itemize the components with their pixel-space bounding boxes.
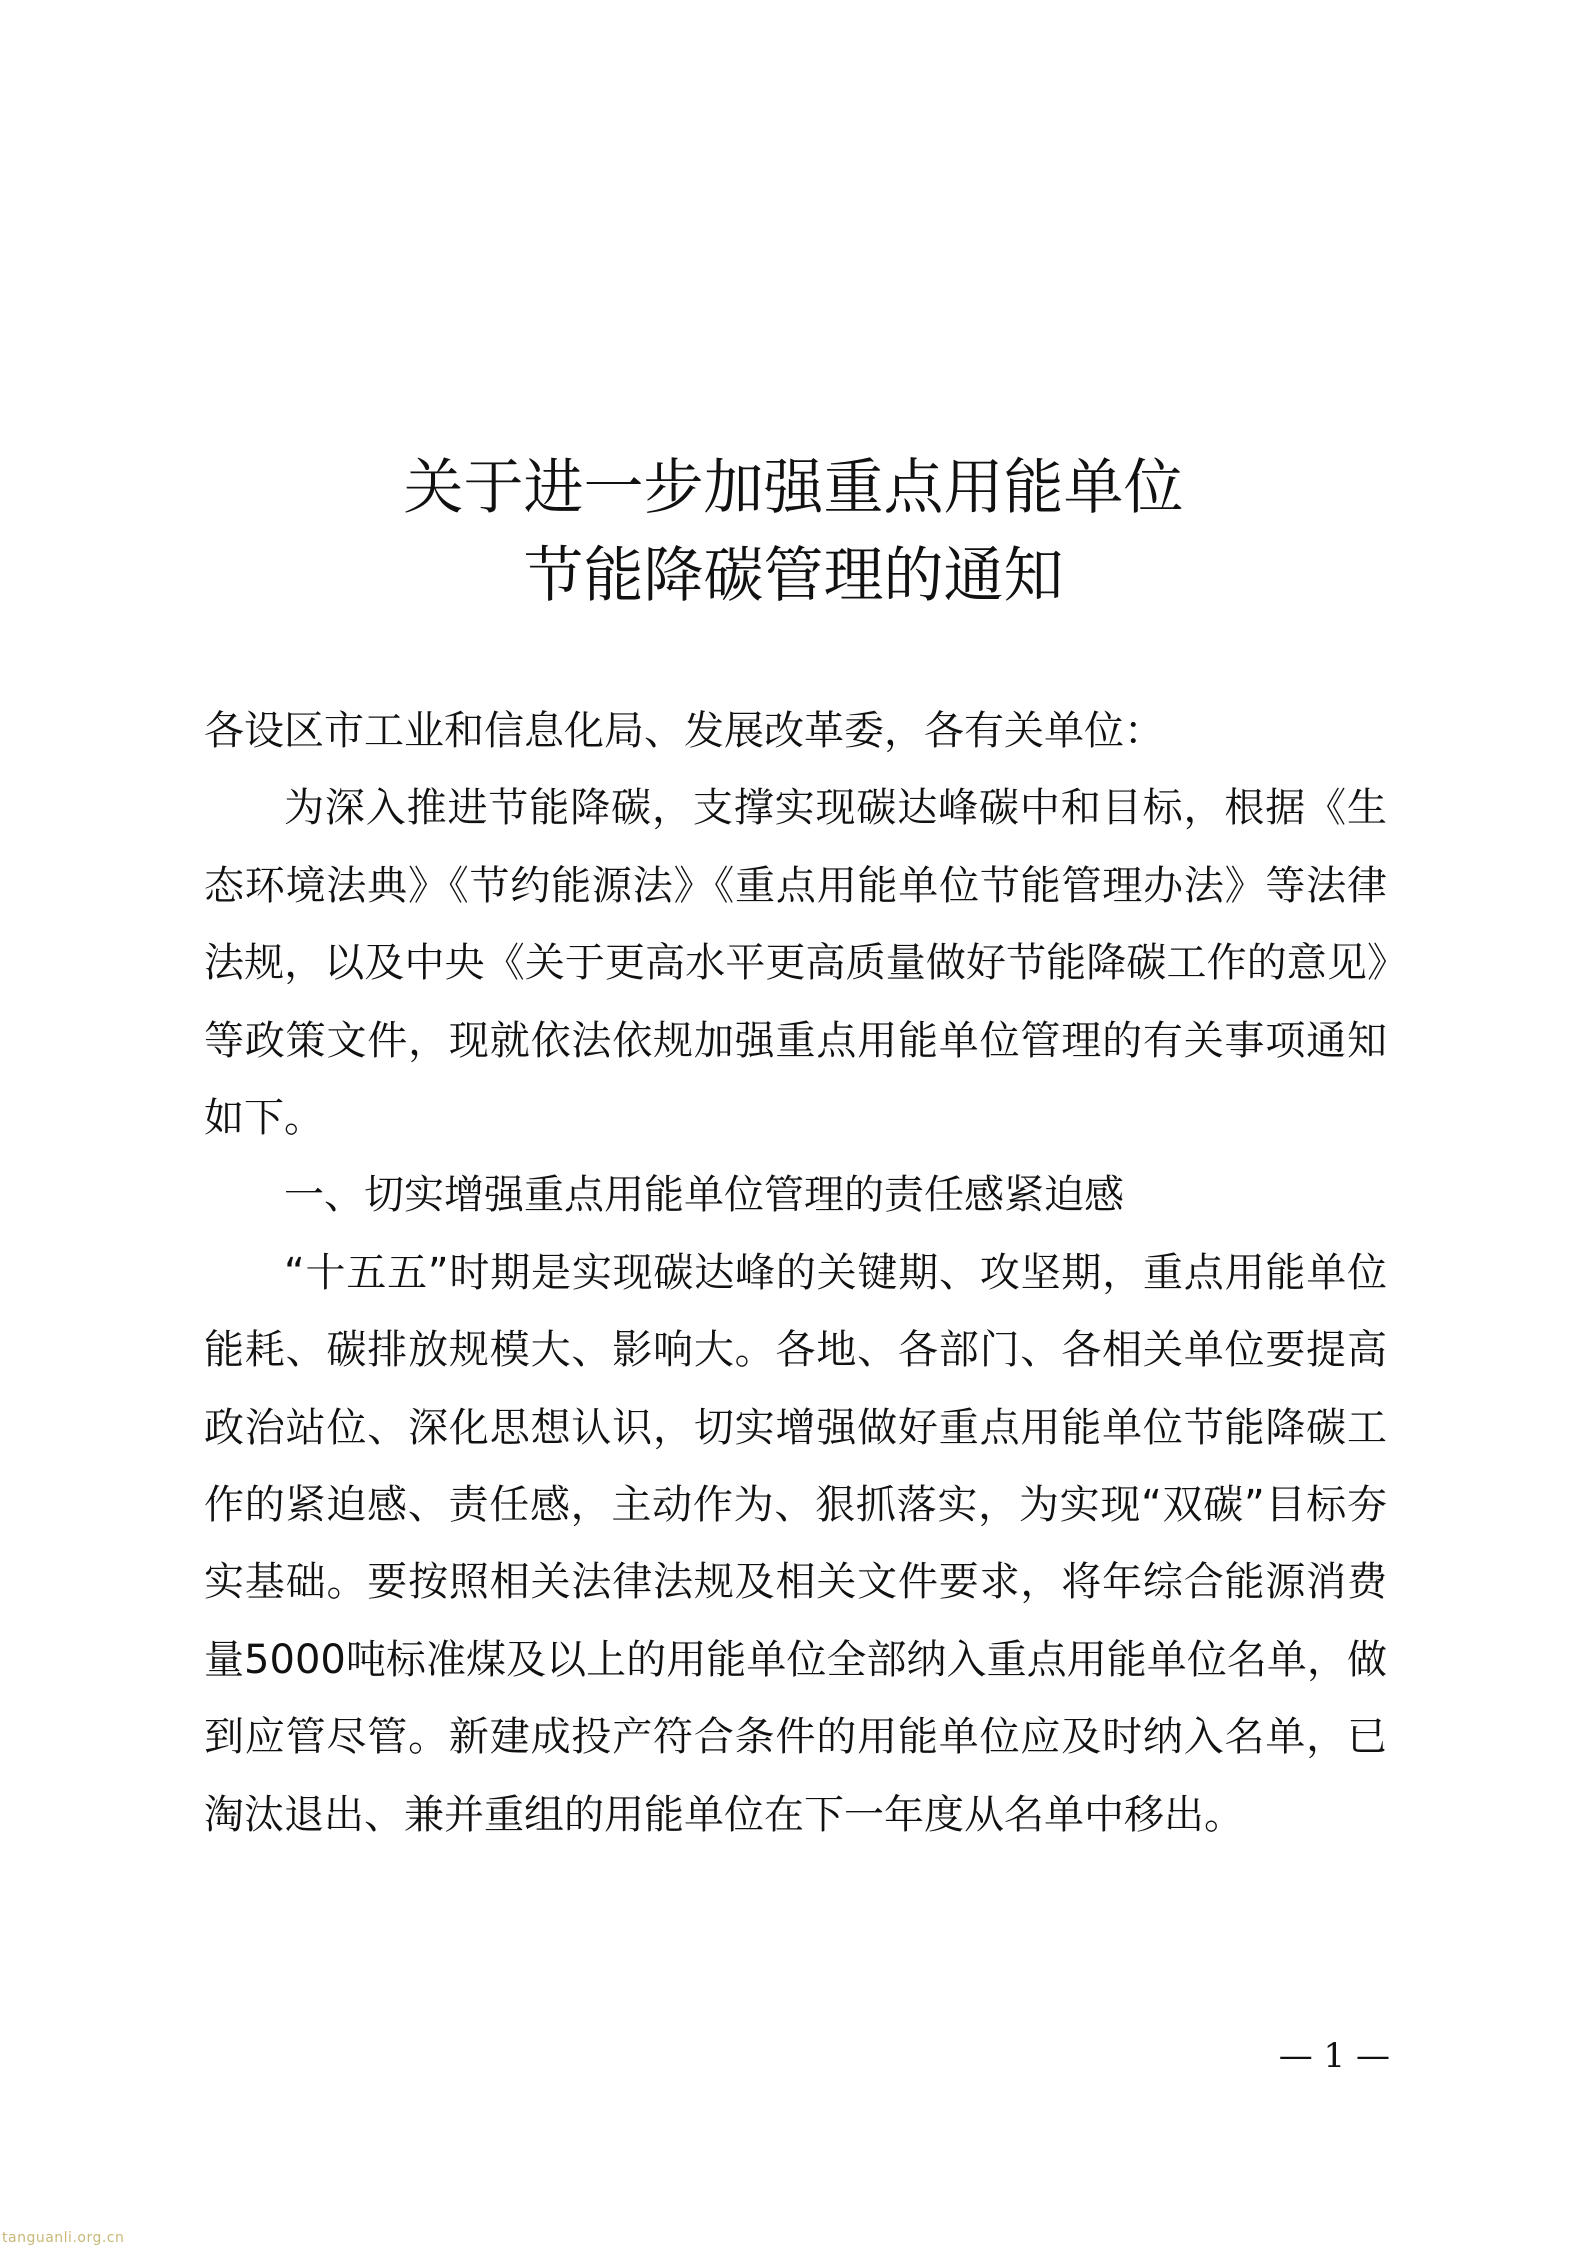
section-1-heading: 一、切实增强重点用能单位管理的责任感紧迫感 bbox=[284, 1172, 1124, 1219]
page-number: — 1 — bbox=[1278, 2036, 1390, 2076]
document-body bbox=[204, 693, 1387, 1854]
salutation: 各设区市工业和信息化局、发展改革委，各有关单位： bbox=[204, 708, 1164, 754]
section-1-paragraph: “十五五”时期是实现碳达峰的关键期、攻坚期，重点用能单位能耗、碳排放规模大、影响大。各地、各部门、各相关单位要提高政治站位、深化思想认识，切实增强做好重点用能单位节能降碳工作的紧迫感、责任感，主动作为、狠抓落实，为实现“双碳”目标夯实基础。要按照相关法律法规及相关文件要求，将年综合能源消费量5000吨标准煤及以上的用能单位全部纳入重点用能单位名单，做到应管尽管。新建成投产符合条件的用能单位应及时纳入名单，已淘汰退出、兼并重组的用能单位在下一年度从名单中移出。 bbox=[204, 1249, 1387, 1838]
intro-paragraph: 为深入推进节能降碳，支撑实现碳达峰碳中和目标，根据《生态环境法典》《节约能源法》《重点用能单位节能管理办法》等法律法规，以及中央《关于更高水平更高质量做好节能降碳工作的意见》等政策文件，现就依法依规加强重点用能单位管理的有关事项通知如下。 bbox=[204, 785, 1387, 1142]
document-title-line-2: 节能降碳管理的通知 bbox=[523, 541, 1064, 611]
site-watermark: tanguanli.org.cn bbox=[2, 2230, 125, 2246]
document-title-line-1: 关于进一步加强重点用能单位 bbox=[403, 453, 1184, 523]
